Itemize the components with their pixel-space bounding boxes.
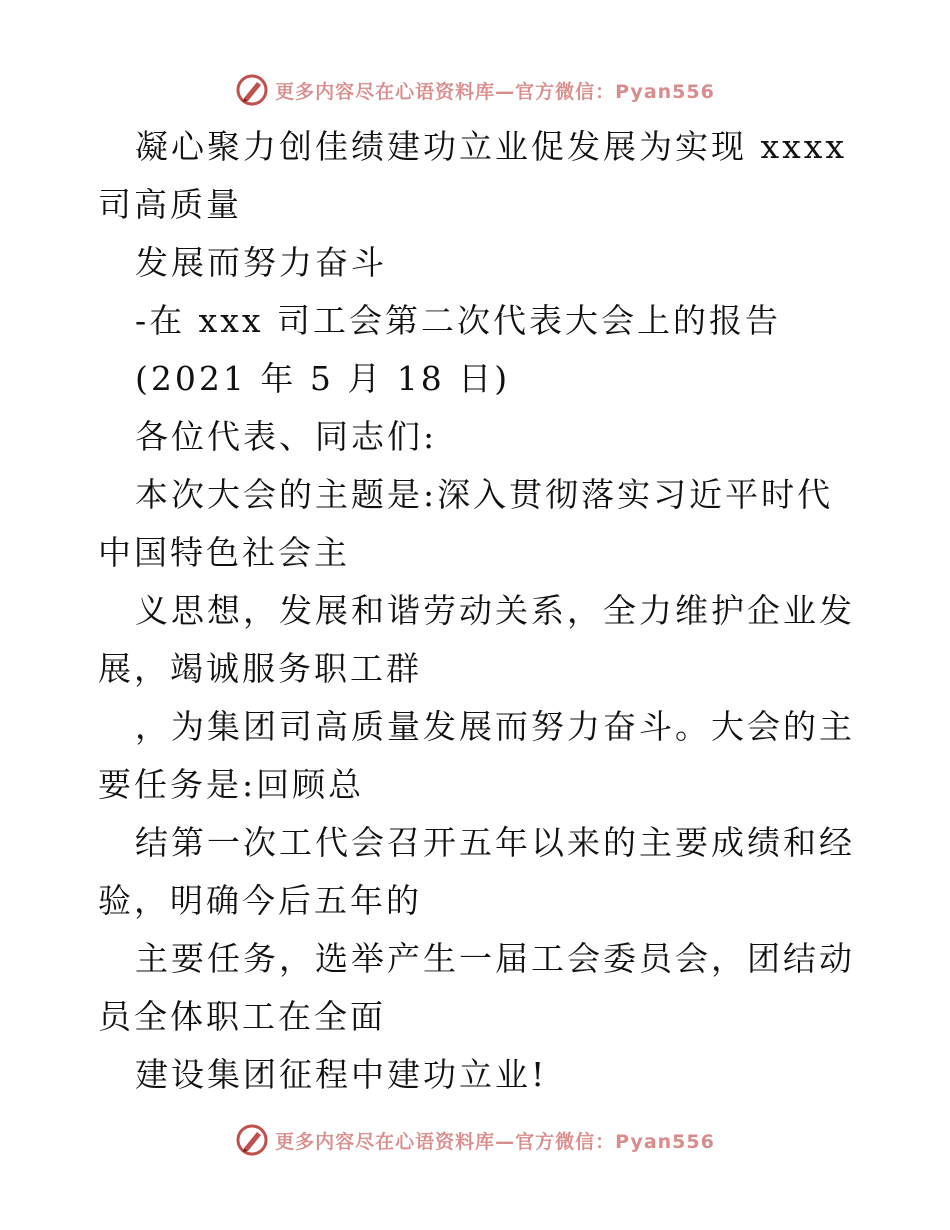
doc-paragraph: 义思想，发展和谐劳动关系，全力维护企业发展，竭诚服务职工群: [98, 591, 855, 688]
doc-paragraph: (2021 年 5 月 18 日): [135, 359, 511, 398]
doc-paragraph: 各位代表、同志们:: [135, 417, 438, 456]
doc-paragraph: -在 xxx 司工会第二次代表大会上的报告: [135, 301, 781, 340]
header-watermark-banner: [0, 70, 950, 110]
header-watermark-text: 更多内容尽在心语资料库—官方微信：Pyan556: [275, 80, 715, 103]
pen-circle-logo-icon: [235, 1123, 269, 1157]
pen-circle-logo-icon: [235, 73, 269, 107]
doc-paragraph: 发展而努力奋斗: [135, 243, 387, 282]
doc-paragraph: 结第一次工代会召开五年以来的主要成绩和经验，明确今后五年的: [98, 823, 855, 920]
doc-paragraph: 凝心聚力创佳绩建功立业促发展为实现 xxxx 司高质量: [98, 127, 847, 224]
doc-paragraph: 主要任务，选举产生一届工会委员会，团结动员全体职工在全面: [98, 939, 855, 1036]
doc-paragraph: 建设集团征程中建功立业!: [135, 1055, 548, 1094]
document-body: [98, 118, 858, 1104]
doc-paragraph: 本次大会的主题是:深入贯彻落实习近平时代中国特色社会主: [98, 475, 834, 572]
doc-paragraph: ，为集团司高质量发展而努力奋斗。大会的主要任务是:回顾总: [98, 707, 855, 804]
footer-watermark-banner: [0, 1120, 950, 1160]
footer-watermark-text: 更多内容尽在心语资料库—官方微信：Pyan556: [275, 1130, 715, 1153]
